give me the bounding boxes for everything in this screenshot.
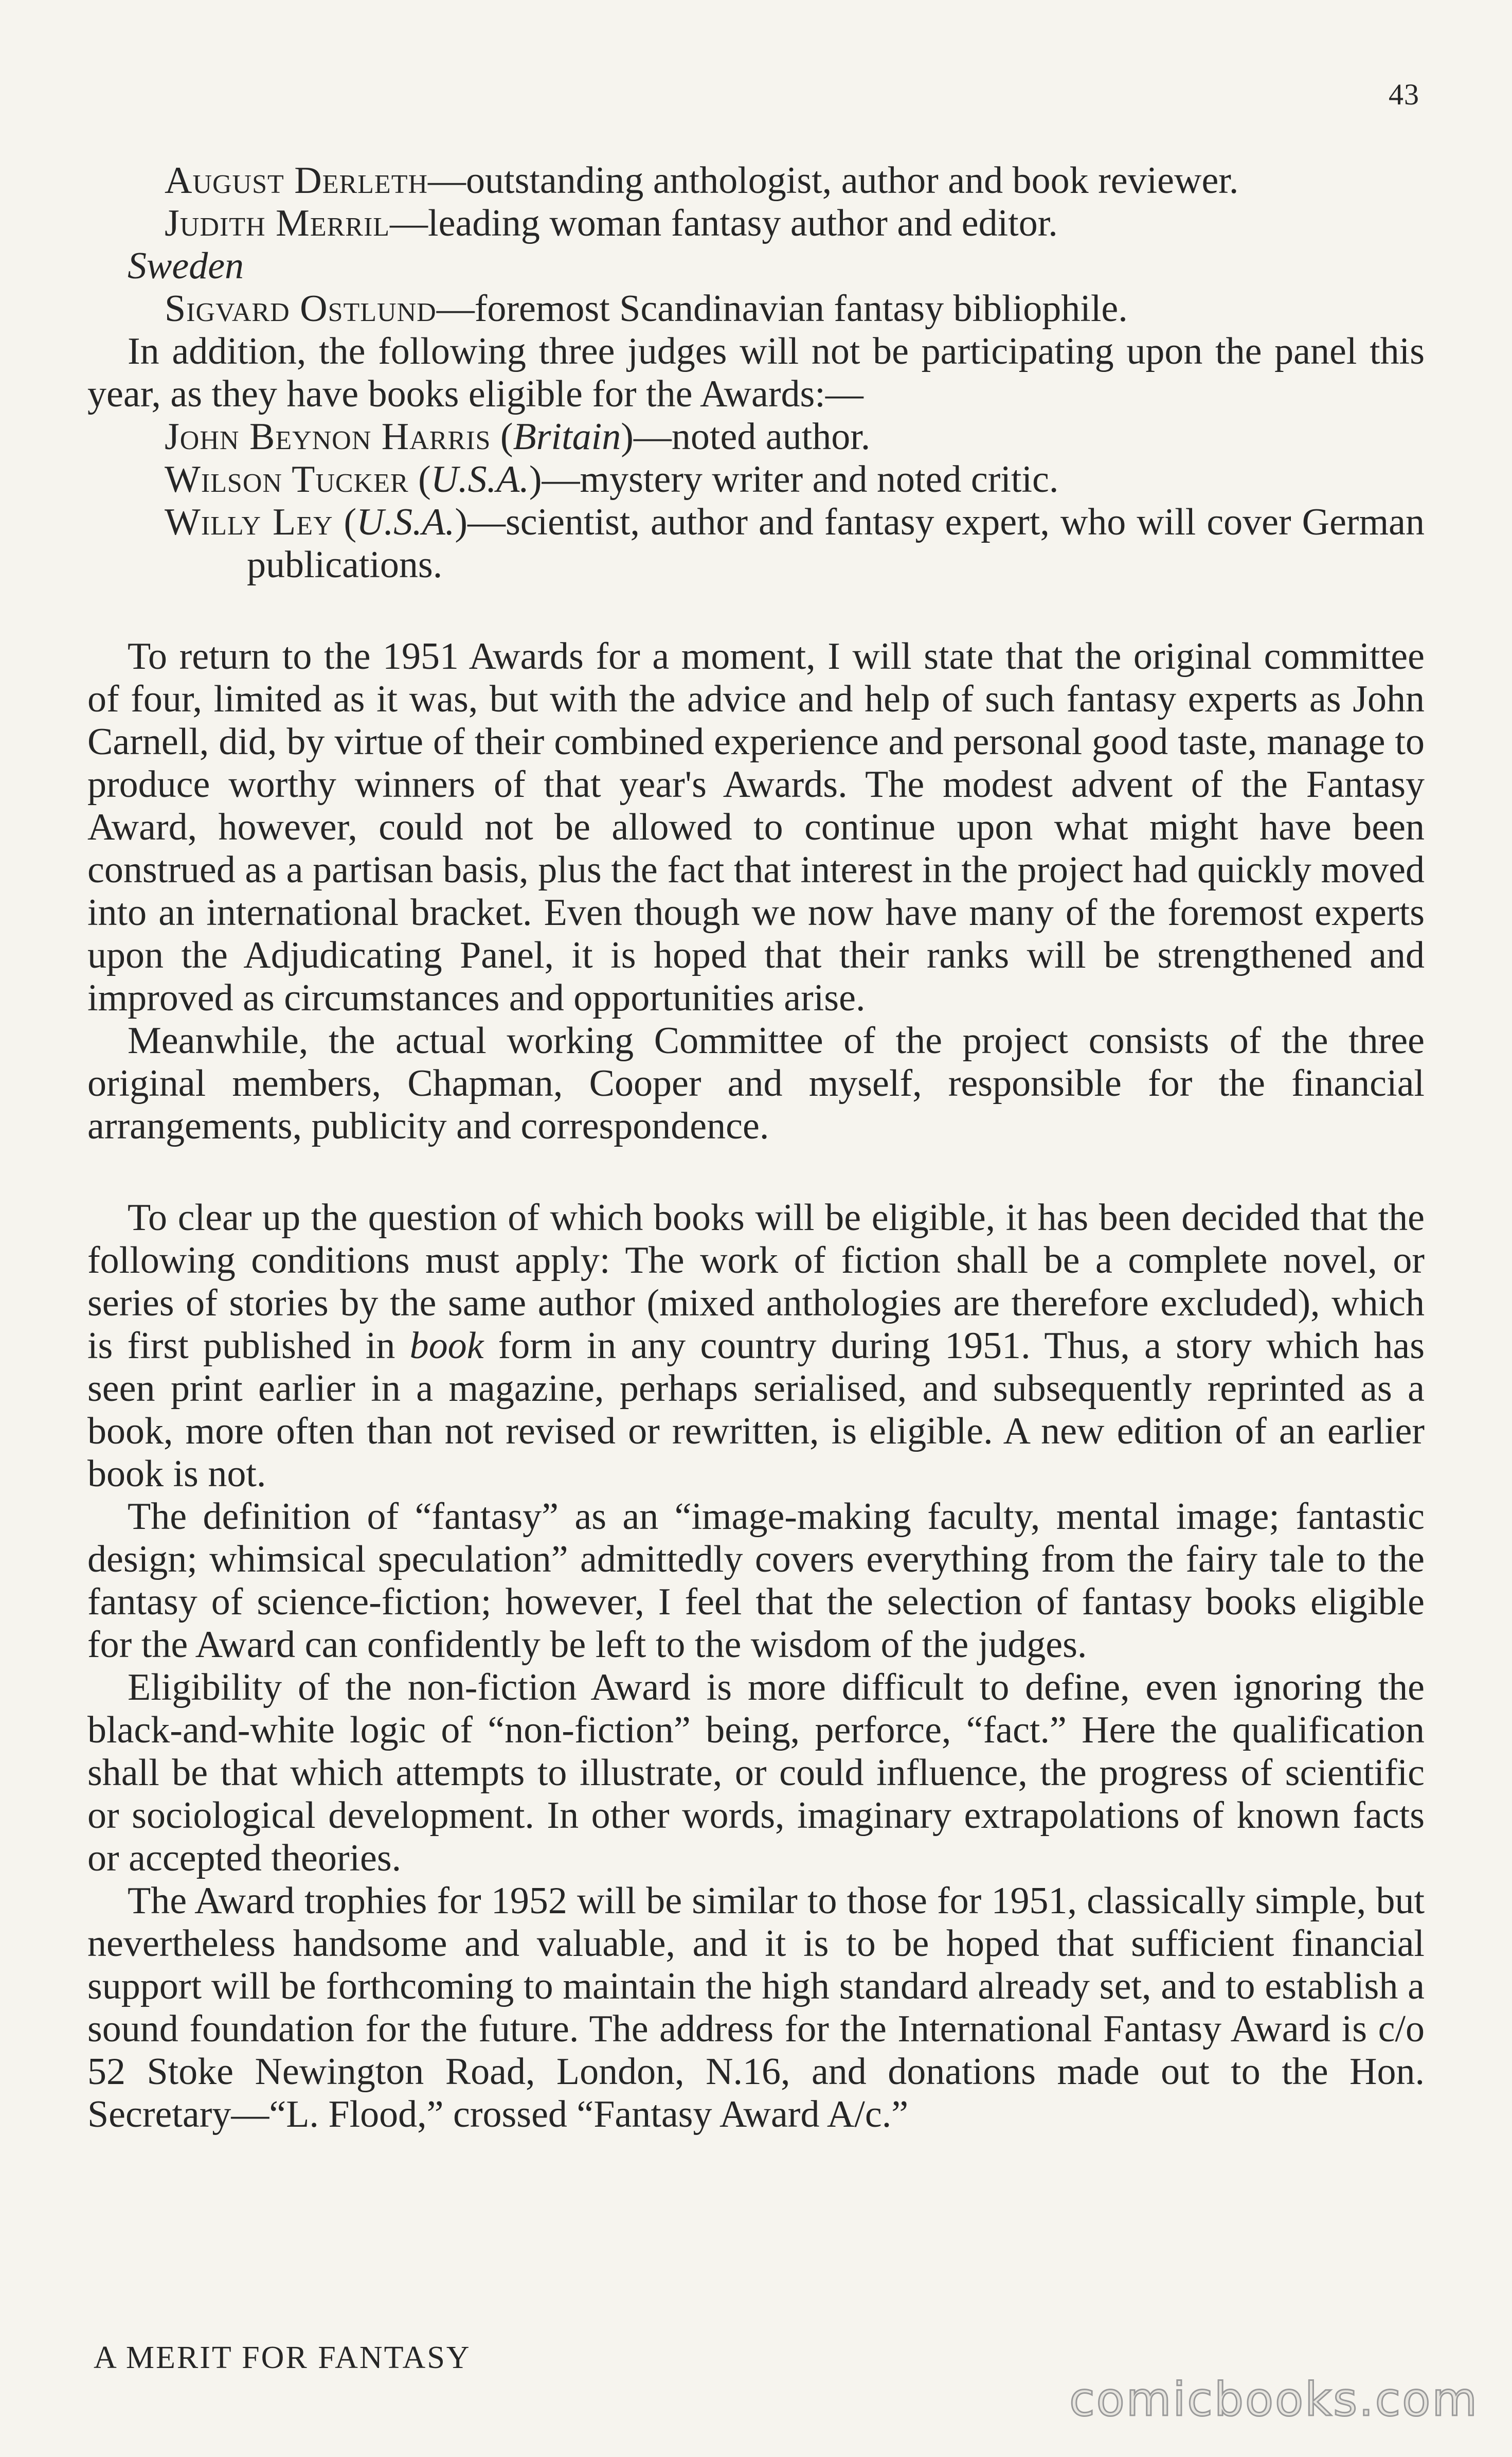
paragraph-text: To clear up the question of which books will be eligible, it has been decided that the following conditions must apply: The work of fiction shall be a complete novel, or series of stories by the same author (mixed anthologies are therefore excluded), which is first published in <box>87 1197 1425 1367</box>
judge-description: —leading woman fantasy author and editor. <box>390 202 1058 244</box>
judge-description: —scientist, author and fantasy expert, who will cover German publications. <box>247 501 1425 586</box>
paragraph <box>87 1197 1425 1495</box>
country-heading: Sweden <box>128 245 244 287</box>
judge-name: Willy Ley <box>165 501 333 543</box>
paragraph: To return to the 1951 Awards for a moment, I will state that the original committee of four, limited as it was, but with the advice and help of such fantasy experts as John Carnell, did, by virtue of their combined experience and personal good taste, manage to produce worthy winners of that year's Awards. The modest advent of the Fantasy Award, however, could not be allowed to continue upon what might have been construed as a partisan basis, plus the fact that interest in the project had quickly moved into an international bracket. Even though we now have many of the foremost experts upon the Adjudicating Panel, it is hoped that their ranks will be strengthened and improved as circumstances and opportunities arise. <box>87 635 1425 1019</box>
judge-name: Sigvard Ostlund <box>165 288 437 330</box>
judge-name: John Beynon Harris <box>165 416 491 458</box>
emphasis-text: book <box>409 1325 484 1367</box>
judge-description: —foremost Scandinavian fantasy bibliophile. <box>436 288 1128 330</box>
paragraph: The definition of “fantasy” as an “image-making faculty, mental image; fantastic design; whimsical speculation” admittedly covers everything from the fairy tale to the fantasy of science-fiction; however, I feel that the selection of fantasy books eligible for the Award can confidently be left to the wisdom of the judges. <box>87 1495 1425 1666</box>
paragraph-text: form in any country during 1951. Thus, a story which has seen print earlier in a magazine, perhaps serialised, and subsequently reprinted as a book, more often than not revised or rewritten, is eligible. A new edition of an earlier book is not. <box>87 1325 1425 1495</box>
judge-country: U.S.A. <box>430 458 529 501</box>
running-footer-title: A MERIT FOR FANTASY <box>94 2340 471 2375</box>
paragraph: Meanwhile, the actual working Committee of the project consists of the three original members, Chapman, Cooper and myself, responsible for the financial arrangements, publicity and correspondence. <box>87 1020 1425 1147</box>
paragraph: The Award trophies for 1952 will be similar to those for 1951, classically simple, but nevertheless handsome and valuable, and it is to be hoped that sufficient financial support will be forthcoming to maintain the high standard already set, and to establish a sound foundation for the future. The address for the International Fantasy Award is c/o 52 Stoke Newington Road, London, N.16, and donations made out to the Hon. Secretary—“L. Flood,” crossed “Fantasy Award A/c.” <box>87 1880 1425 2135</box>
judge-entry: Willy Ley (U.S.A.)—scientist, author and fantasy expert, who will cover German publications. <box>165 501 1425 586</box>
judge-entry <box>87 288 1425 330</box>
judge-country: U.S.A. <box>356 501 455 543</box>
judge-description: —noted author. <box>633 416 871 458</box>
judge-name: Wilson Tucker <box>165 458 409 501</box>
document-body <box>87 159 1425 2136</box>
ineligible-intro: In addition, the following three judges will not be participating upon the panel this year, as they have books eligible for the Awards:— <box>87 330 1425 415</box>
page-number: 43 <box>1389 78 1419 111</box>
paragraph: Eligibility of the non-fiction Award is more difficult to define, even ignoring the black-and-white logic of “non-fiction” being, perforce, “fact.” Here the qualification shall be that which attempts to illustrate, or could influence, the progress of scientific or sociological development. In other words, imaginary extrapolations of known facts or accepted theories. <box>87 1666 1425 1879</box>
judge-description: —mystery writer and noted critic. <box>542 458 1059 501</box>
watermark: comicbooks.com <box>1069 2373 1479 2427</box>
judge-description: —outstanding anthologist, author and book reviewer. <box>428 159 1239 202</box>
judge-country: Britain <box>513 416 621 458</box>
section-break <box>87 1148 1425 1197</box>
judge-name: Judith Merril <box>165 202 390 244</box>
section-break <box>87 586 1425 635</box>
judge-entry <box>87 202 1425 245</box>
judge-entry <box>87 159 1425 202</box>
judge-name: August Derleth <box>165 159 428 202</box>
judge-entry: Wilson Tucker (U.S.A.)—mystery writer and noted critic. <box>165 458 1059 501</box>
judge-entry: John Beynon Harris (Britain)—noted author. <box>165 416 871 458</box>
